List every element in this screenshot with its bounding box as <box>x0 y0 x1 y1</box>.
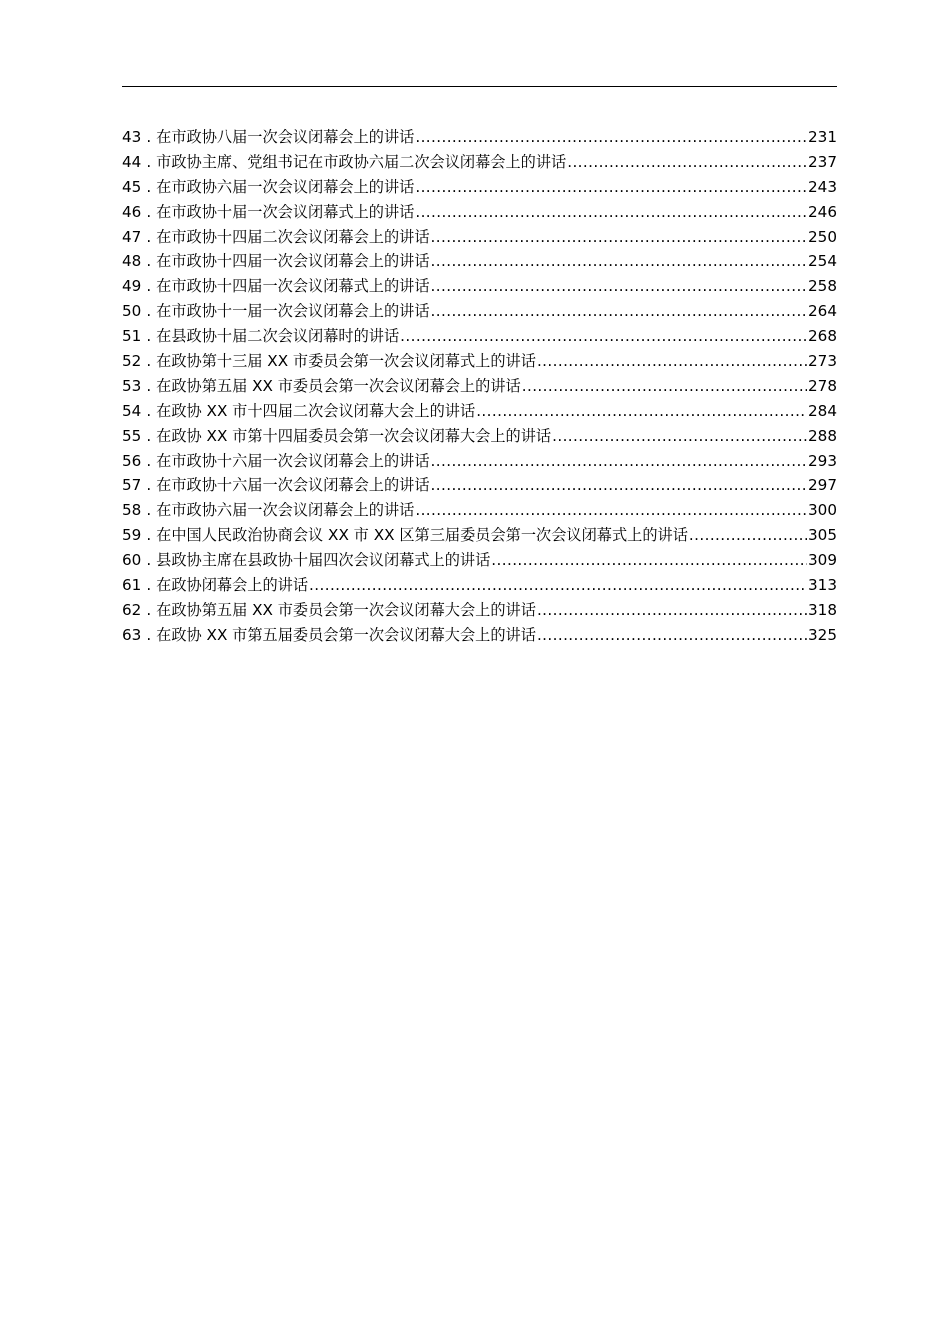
toc-entry[interactable] <box>122 299 837 324</box>
toc-entry-title: 在市政协十届一次会议闭幕式上的讲话 <box>156 202 415 221</box>
toc-entry-page-number: 264 <box>808 302 837 321</box>
toc-dot-leader <box>415 125 807 150</box>
toc-entry-number: 51 <box>122 327 142 346</box>
toc-entry-title: 在政协 XX 市第十四届委员会第一次会议闭幕大会上的讲话 <box>156 426 552 445</box>
toc-entry-separator: . <box>146 252 152 271</box>
toc-entry-separator: . <box>146 476 152 495</box>
toc-entry-number: 47 <box>122 227 142 246</box>
toc-dot-leader <box>431 473 807 498</box>
toc-entry-page-number: 254 <box>808 252 837 271</box>
toc-entry[interactable] <box>122 498 837 523</box>
toc-entry-page-number: 237 <box>808 152 837 171</box>
toc-entry-page-number: 273 <box>808 352 837 371</box>
toc-entry-title: 在市政协十一届一次会议闭幕会上的讲话 <box>156 302 430 321</box>
toc-entry-title: 在政协 XX 市第五届委员会第一次会议闭幕大会上的讲话 <box>156 625 536 644</box>
toc-dot-leader <box>537 623 807 648</box>
toc-entry-separator: . <box>146 426 152 445</box>
toc-entry-number: 48 <box>122 252 142 271</box>
toc-entry-separator: . <box>146 327 152 346</box>
toc-entry-number: 61 <box>122 576 142 595</box>
toc-entry-title: 在中国人民政治协商会议 XX 市 XX 区第三届委员会第一次会议闭幕式上的讲话 <box>156 526 688 545</box>
toc-entry-number: 55 <box>122 426 142 445</box>
toc-entry[interactable] <box>122 473 837 498</box>
toc-entry-separator: . <box>146 576 152 595</box>
toc-entry-title: 在政协 XX 市十四届二次会议闭幕大会上的讲话 <box>156 401 476 420</box>
toc-entry-title: 在市政协十六届一次会议闭幕会上的讲话 <box>156 451 430 470</box>
toc-entry-separator: . <box>146 177 152 196</box>
toc-entry-page-number: 284 <box>808 401 837 420</box>
toc-dot-leader <box>415 200 807 225</box>
toc-entry-page-number: 305 <box>808 526 837 545</box>
toc-dot-leader <box>491 548 807 573</box>
toc-dot-leader <box>522 374 807 399</box>
header-rule <box>122 86 837 87</box>
toc-entry-number: 54 <box>122 401 142 420</box>
toc-entry[interactable] <box>122 424 837 449</box>
toc-entry-separator: . <box>146 451 152 470</box>
toc-entry[interactable] <box>122 374 837 399</box>
toc-entry[interactable] <box>122 573 837 598</box>
toc-entry[interactable] <box>122 598 837 623</box>
toc-dot-leader <box>400 324 807 349</box>
toc-entry-separator: . <box>146 376 152 395</box>
toc-entry[interactable] <box>122 225 837 250</box>
toc-entry-separator: . <box>146 625 152 644</box>
toc-entry-number: 60 <box>122 551 142 570</box>
toc-dot-leader <box>567 150 807 175</box>
toc-entry-number: 43 <box>122 128 142 146</box>
toc-entry-title: 在市政协八届一次会议闭幕会上的讲话 <box>156 128 415 146</box>
toc-entry-title: 在市政协六届一次会议闭幕会上的讲话 <box>156 177 415 196</box>
toc-entry-separator: . <box>146 526 152 545</box>
toc-entry-page-number: 318 <box>808 600 837 619</box>
toc-entry-page-number: 250 <box>808 227 837 246</box>
toc-dot-leader <box>309 573 807 598</box>
toc-dot-leader <box>431 449 807 474</box>
toc-entry-title: 在市政协十四届一次会议闭幕式上的讲话 <box>156 277 430 296</box>
toc-dot-leader <box>689 523 807 548</box>
toc-dot-leader <box>431 274 807 299</box>
toc-dot-leader <box>537 349 807 374</box>
toc-entry-title: 在市政协十四届一次会议闭幕会上的讲话 <box>156 252 430 271</box>
toc-entry[interactable] <box>122 623 837 648</box>
toc-entry-separator: . <box>146 277 152 296</box>
toc-entry-number: 49 <box>122 277 142 296</box>
toc-entry-number: 63 <box>122 625 142 644</box>
toc-entry-number: 46 <box>122 202 142 221</box>
toc-entry-page-number: 243 <box>808 177 837 196</box>
toc-entry-title: 在政协第五届 XX 市委员会第一次会议闭幕大会上的讲话 <box>156 600 536 619</box>
toc-entry-page-number: 246 <box>808 202 837 221</box>
toc-entry-title: 在政协第十三届 XX 市委员会第一次会议闭幕式上的讲话 <box>156 352 536 371</box>
toc-entry-number: 52 <box>122 352 142 371</box>
toc-dot-leader <box>476 399 807 424</box>
toc-entry-page-number: 309 <box>808 551 837 570</box>
toc-entry-number: 50 <box>122 302 142 321</box>
toc-entry[interactable] <box>122 349 837 374</box>
toc-entry-title: 市政协主席、党组书记在市政协六届二次会议闭幕会上的讲话 <box>156 152 567 171</box>
toc-entry-separator: . <box>146 551 152 570</box>
toc-entry-separator: . <box>146 600 152 619</box>
toc-dot-leader <box>431 299 807 324</box>
toc-entry-number: 62 <box>122 600 142 619</box>
toc-entry-separator: . <box>146 152 152 171</box>
toc-entry-page-number: 325 <box>808 625 837 644</box>
toc-entry[interactable] <box>122 175 837 200</box>
toc-entry-title: 在市政协十四届二次会议闭幕会上的讲话 <box>156 227 430 246</box>
toc-entry-page-number: 278 <box>808 376 837 395</box>
toc-entry-page-number: 300 <box>808 501 837 520</box>
toc-dot-leader <box>415 175 807 200</box>
toc-entry-number: 45 <box>122 177 142 196</box>
toc-entry-number: 53 <box>122 376 142 395</box>
toc-entry-page-number: 258 <box>808 277 837 296</box>
toc-entry[interactable] <box>122 274 837 299</box>
toc-entry-title: 在县政协十届二次会议闭幕时的讲话 <box>156 327 400 346</box>
toc-entry-separator: . <box>146 302 152 321</box>
toc-entry[interactable] <box>122 150 837 175</box>
toc-entry[interactable] <box>122 399 837 424</box>
toc-entry-page-number: 293 <box>808 451 837 470</box>
toc-entry-page-number: 268 <box>808 327 837 346</box>
toc-entry-separator: . <box>146 501 152 520</box>
toc-dot-leader <box>431 249 807 274</box>
table-of-contents <box>122 125 837 648</box>
toc-entry-number: 56 <box>122 451 142 470</box>
toc-entry[interactable] <box>122 523 837 548</box>
toc-entry-title: 在市政协六届一次会议闭幕会上的讲话 <box>156 501 415 520</box>
toc-entry-number: 57 <box>122 476 142 495</box>
toc-dot-leader <box>415 498 807 523</box>
toc-dot-leader <box>537 598 807 623</box>
toc-entry-separator: . <box>146 202 152 221</box>
toc-entry-separator: . <box>146 352 152 371</box>
toc-dot-leader <box>431 225 807 250</box>
toc-entry-separator: . <box>146 227 152 246</box>
toc-entry[interactable] <box>122 125 837 150</box>
toc-entry-page-number: 313 <box>808 576 837 595</box>
toc-entry[interactable] <box>122 548 837 573</box>
toc-entry[interactable] <box>122 200 837 225</box>
toc-entry-separator: . <box>146 128 152 146</box>
toc-entry-page-number: 297 <box>808 476 837 495</box>
toc-entry-separator: . <box>146 401 152 420</box>
toc-dot-leader <box>552 424 807 449</box>
toc-entry-number: 58 <box>122 501 142 520</box>
toc-entry-title: 在政协第五届 XX 市委员会第一次会议闭幕会上的讲话 <box>156 376 521 395</box>
toc-entry-title: 县政协主席在县政协十届四次会议闭幕式上的讲话 <box>156 551 491 570</box>
toc-entry[interactable] <box>122 249 837 274</box>
toc-entry-page-number: 288 <box>808 426 837 445</box>
toc-entry[interactable] <box>122 324 837 349</box>
toc-entry-number: 59 <box>122 526 142 545</box>
toc-entry[interactable] <box>122 449 837 474</box>
toc-entry-title: 在市政协十六届一次会议闭幕会上的讲话 <box>156 476 430 495</box>
toc-entry-number: 44 <box>122 152 142 171</box>
toc-entry-page-number: 231 <box>808 128 837 146</box>
toc-entry-title: 在政协闭幕会上的讲话 <box>156 576 309 595</box>
